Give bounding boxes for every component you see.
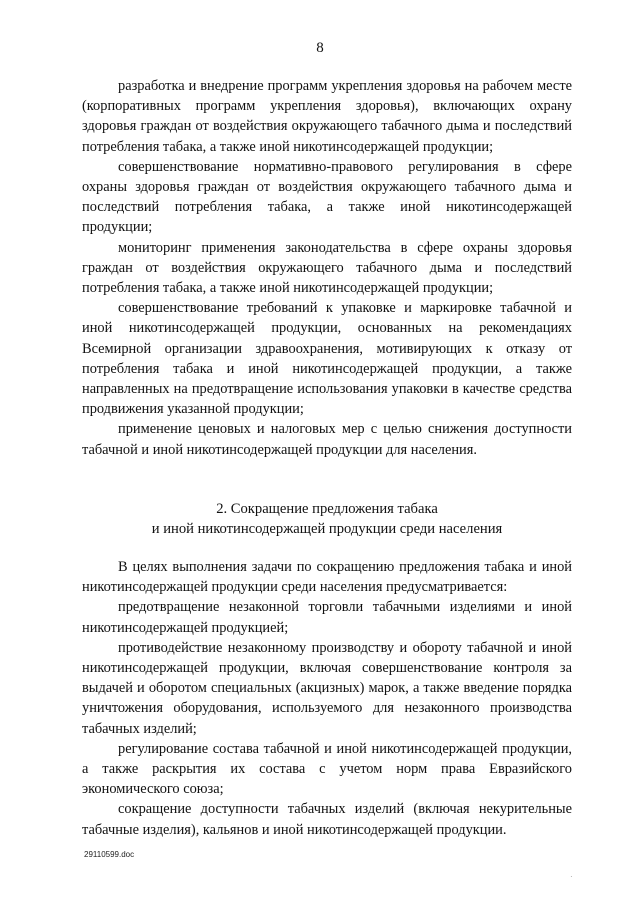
page-number: 8 [316,40,324,56]
paragraph-illegal-trade: предотвращение незаконной торговли табачными изделиями и иной никотинсодержащей продукцией; [82,599,572,636]
paragraph-monitoring: мониторинг применения законодательства в сфере охраны здоровья граждан от воздействия окружающего табачного дыма и последствий потребления табака, а также иной никотинсодержащей продукции; [82,239,572,297]
paragraph-price-tax: применение ценовых и налоговых мер с целью снижения доступности табачной и иной никотинсодержащей продукции для населения. [82,421,572,458]
document-code: 29110599.doc [84,850,135,859]
paragraph-availability: сокращение доступности табачных изделий (включая некурительные табачные изделия), кальянов и иной никотинсодержащей продукции. [82,801,572,838]
section-heading [82,499,572,539]
paragraph-composition: регулирование состава табачной и иной никотинсодержащей продукции, а также раскрытия их состава с учетом норм права Евразийского экономического союза; [82,740,572,798]
paragraph-intro: В целях выполнения задачи по сокращению предложения табака и иной никотинсодержащей продукции среди населения предусматривается: [82,559,572,596]
section-heading-line-1: 2. Сокращение предложения табака [216,501,438,517]
section-heading-line-2: и иной никотинсодержащей продукции среди населения [151,521,503,538]
paragraph-regulation: совершенствование нормативно-правового регулирования в сфере охраны здоровья граждан от воздействия окружающего табачного дыма и последствий потребления табака, а также иной никотинсодержащей продукции; [82,158,572,236]
body-text-top [82,76,572,460]
paragraph-workplace-health: разработка и внедрение программ укрепления здоровья на рабочем месте (корпоративных программ укрепления здоровья), включающих охрану здоровья граждан от воздействия окружающего табачного дыма и последствий потребления табака, а также иной никотинсодержащей продукции; [82,78,572,155]
paragraph-packaging: совершенствование требований к упаковке и маркировке табачной и иной никотинсодержащей продукции, основанных на рекомендациях Всемирной организации здравоохранения, мотивирующих к отказу от потребления табака и иной никотинсодержащей продукции, а также направленных на предотвращение использования упаковки в качестве средства продвижения указанной продукции; [82,300,572,418]
body-text-bottom [82,557,572,840]
paragraph-illegal-production: противодействие незаконному производству и обороту табачной и иной никотинсодержащей продукции, включая совершенствование контроля за выдачей и оборотом специальных (акцизных) марок, а также введение порядка уничтожения оборудования, используемого для незаконного производства табачных изделий; [82,639,572,737]
scan-artifact-mark: · [570,872,573,881]
